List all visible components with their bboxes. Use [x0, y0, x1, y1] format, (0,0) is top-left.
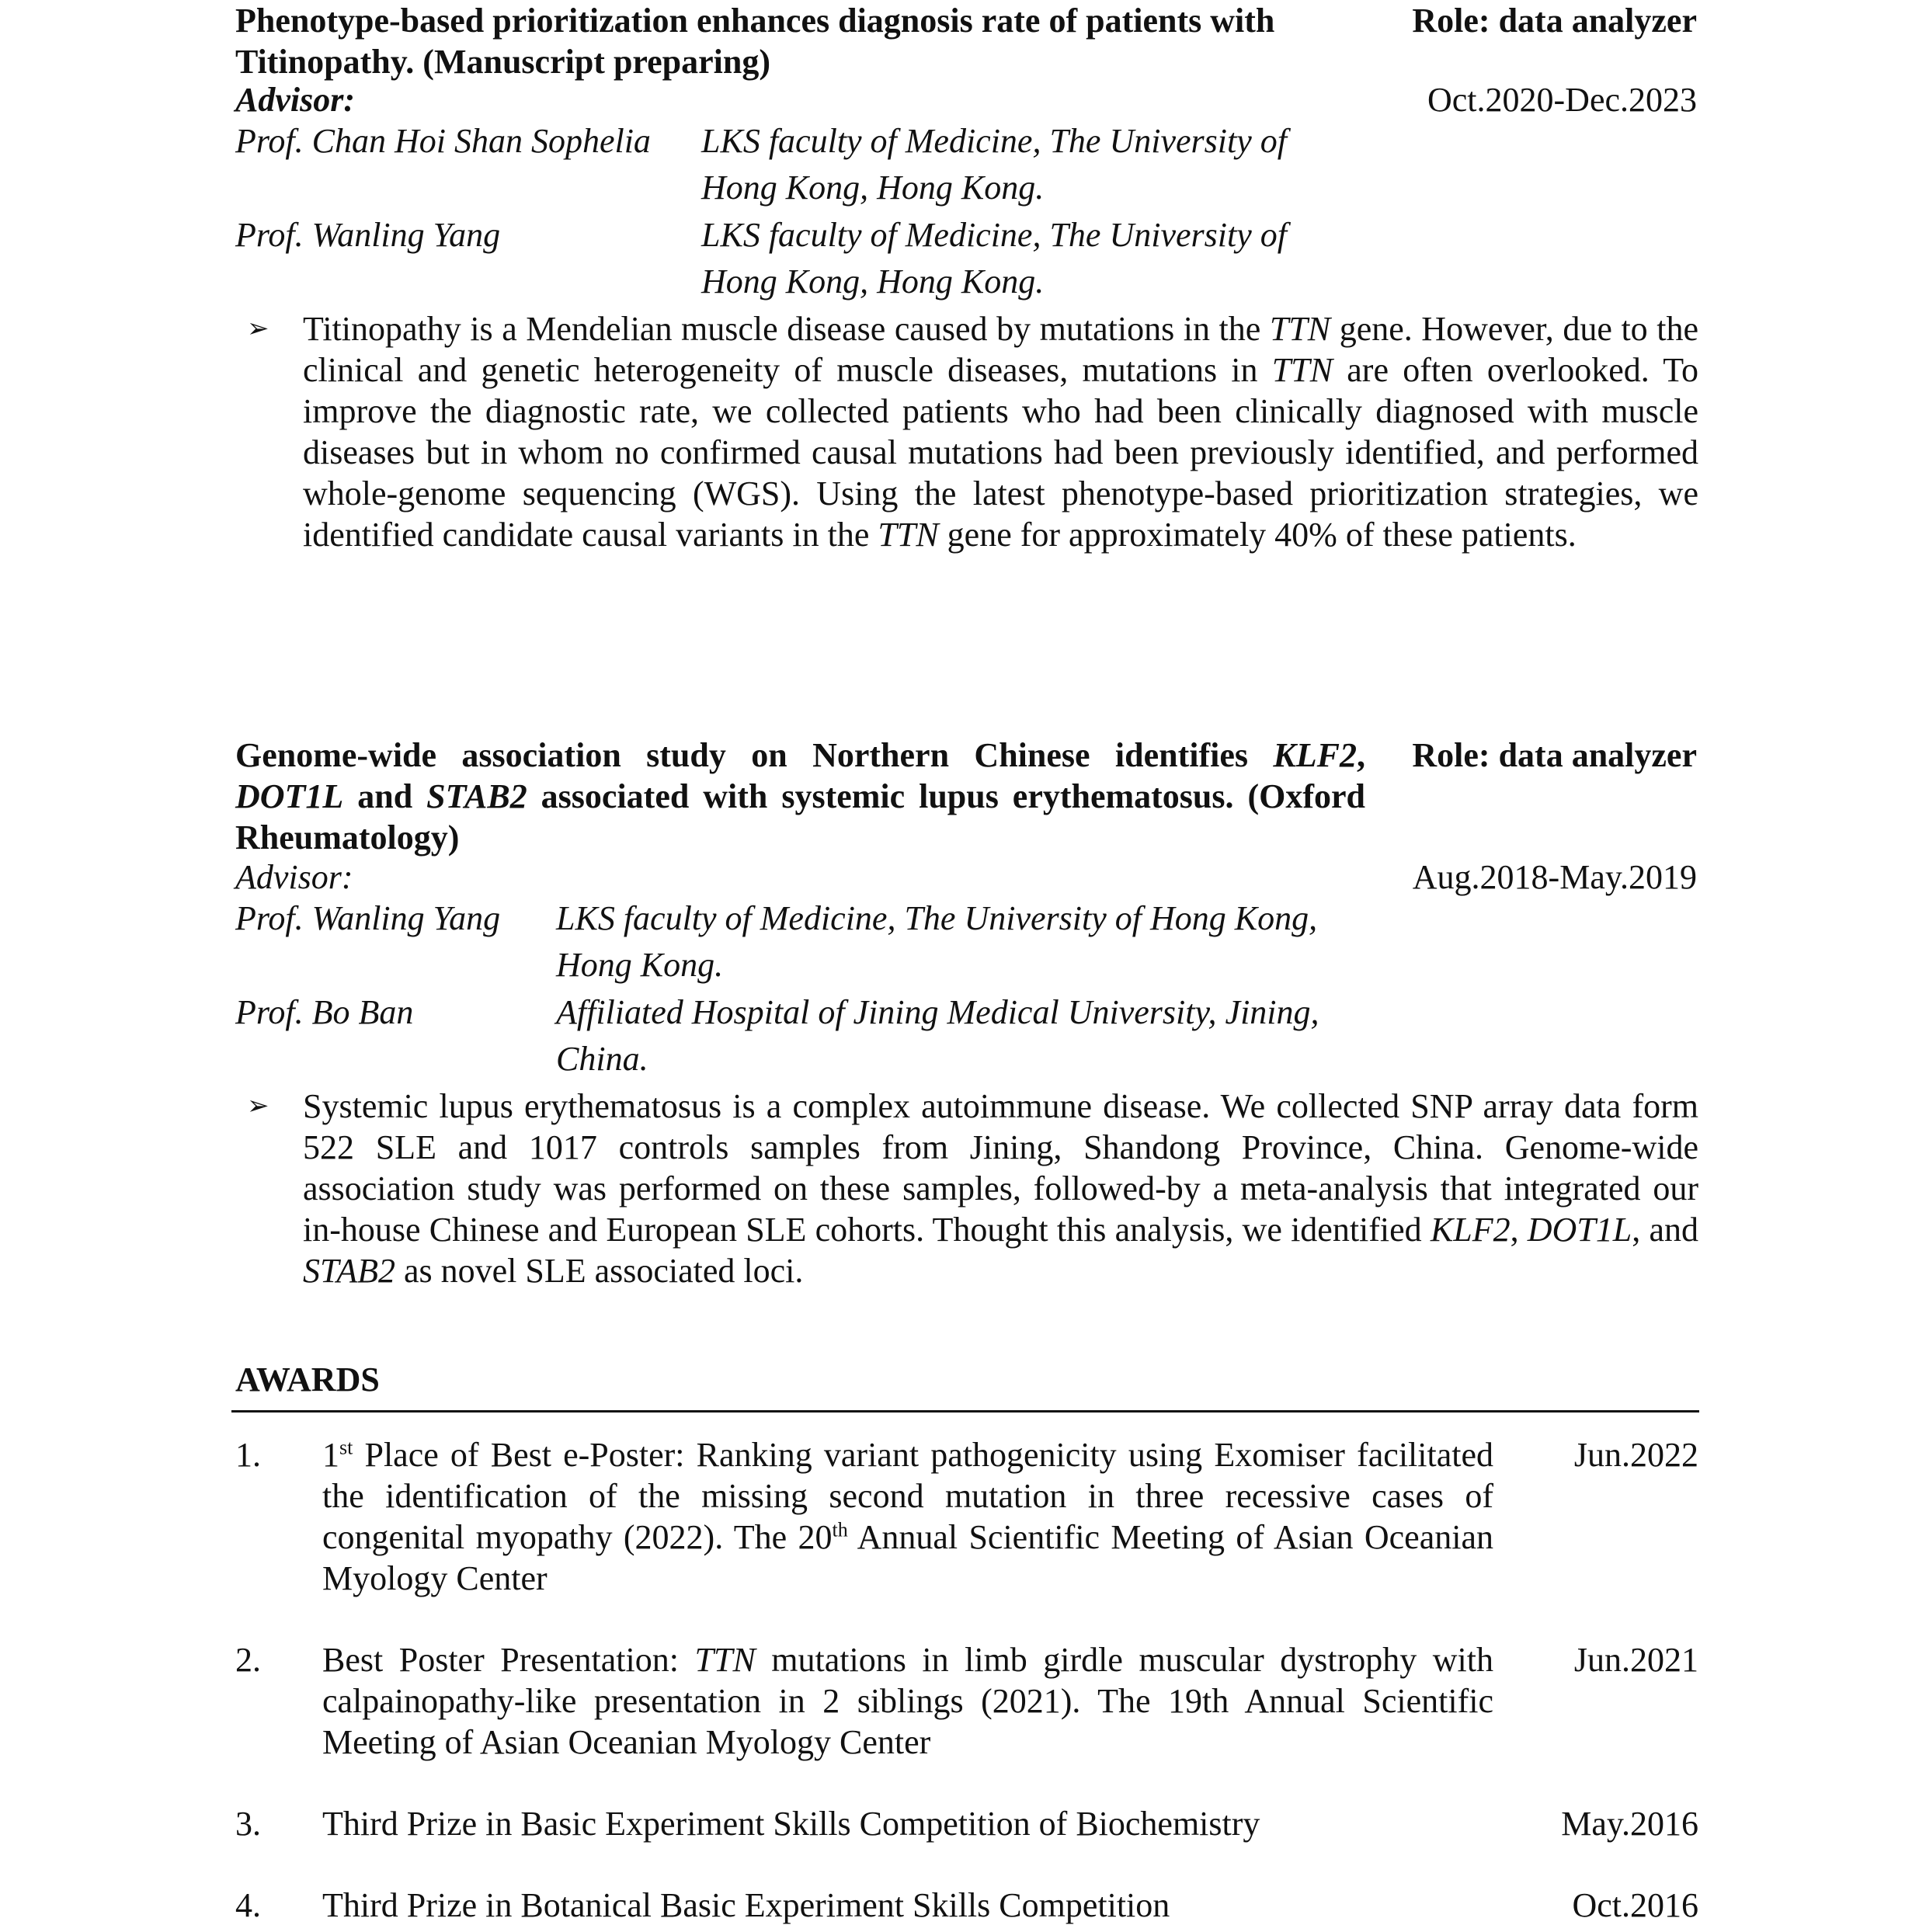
- award-number: 4.: [235, 1886, 261, 1924]
- section-divider: [231, 1410, 1699, 1413]
- project1-advisor-affiliation: LKS faculty of Medicine, The University of: [701, 216, 1287, 254]
- project1-advisor-name: Prof. Chan Hoi Shan Sophelia: [235, 122, 651, 160]
- award-description: 1st Place of Best e-Poster: Ranking variant pathogenicity using Exomiser facilitated the identification of the missing second mutation in three recessive cases of congenital myopathy (2022). The 20th Annual Scientific Meeting of Asian Oceanian Myology Center: [322, 1436, 1493, 1597]
- award-date: May.2016: [1561, 1805, 1698, 1843]
- bullet-arrow-icon: ➢: [247, 313, 269, 344]
- award-description: Best Poster Presentation: TTN mutations in limb girdle muscular dystrophy with calpainopathy-like presentation in 2 siblings (2021). The 19th Annual Scientific Meeting of Asian Oceanian Myology Center: [322, 1641, 1493, 1761]
- project2-date: Aug.2018-May.2019: [1412, 858, 1697, 896]
- project2-role: Role: data analyzer: [1412, 736, 1697, 774]
- project1-title-line2: Titinopathy. (Manuscript preparing): [235, 43, 771, 81]
- project1-description: Titinopathy is a Mendelian muscle disease caused by mutations in the TTN gene. However, due to the clinical and genetic heterogeneity of muscle diseases, mutations in TTN are often overlooked. To improve the diagnostic rate, we collected patients who had been clinically diagnosed with muscle diseases but in whom no confirmed causal mutations had been previously identified, and performed whole-genome sequencing (WGS). Using the latest phenotype-based prioritization strategies, we identified candidate causal variants in the TTN gene for approximately 40% of these patients.: [303, 310, 1698, 554]
- award-description: Third Prize in Botanical Basic Experiment Skills Competition: [322, 1886, 1170, 1924]
- award-description: Third Prize in Basic Experiment Skills Competition of Biochemistry: [322, 1805, 1260, 1843]
- award-number: 2.: [235, 1641, 261, 1679]
- project1-advisor-affiliation: Hong Kong, Hong Kong.: [701, 262, 1045, 301]
- awards-heading: AWARDS: [235, 1360, 380, 1399]
- award-number: 1.: [235, 1436, 261, 1474]
- project2-advisor-name: Prof. Bo Ban: [235, 993, 414, 1031]
- project1-advisor-label: Advisor:: [235, 81, 355, 119]
- project2-advisor-label: Advisor:: [235, 858, 353, 896]
- project2-advisor-affiliation: China.: [556, 1040, 648, 1078]
- project2-advisor-affiliation: Affiliated Hospital of Jining Medical University, Jining,: [556, 993, 1319, 1031]
- project2-description: Systemic lupus erythematosus is a complex autoimmune disease. We collected SNP array data form 522 SLE and 1017 controls samples from Jining, Shandong Province, China. Genome-wide association study was performed on these samples, followed-by a meta-analysis that integrated our in-house Chinese and European SLE cohorts. Thought this analysis, we identified KLF2, DOT1L, and STAB2 as novel SLE associated loci.: [303, 1087, 1699, 1290]
- project2-advisor-name: Prof. Wanling Yang: [235, 899, 501, 937]
- project1-advisor-affiliation: LKS faculty of Medicine, The University of: [701, 122, 1287, 160]
- project1-advisor-affiliation: Hong Kong, Hong Kong.: [701, 169, 1045, 207]
- bullet-arrow-icon: ➢: [247, 1090, 269, 1121]
- award-date: Jun.2021: [1573, 1641, 1698, 1679]
- project2-advisor-affiliation: LKS faculty of Medicine, The University of Hong Kong,: [556, 899, 1318, 937]
- project2-title: Genome-wide association study on Northern Chinese identifies KLF2, DOT1L and STAB2 associated with systemic lupus erythematosus. (Oxford Rheumatology): [235, 736, 1365, 857]
- project1-advisor-name: Prof. Wanling Yang: [235, 216, 501, 254]
- award-date: Oct.2016: [1572, 1886, 1698, 1924]
- project2-advisor-affiliation: Hong Kong.: [556, 946, 724, 984]
- project1-date: Oct.2020-Dec.2023: [1427, 81, 1697, 119]
- project1-title-line1: Phenotype-based prioritization enhances diagnosis rate of patients with: [235, 2, 1275, 40]
- project1-role: Role: data analyzer: [1412, 2, 1697, 40]
- award-date: Jun.2022: [1573, 1436, 1698, 1474]
- award-number: 3.: [235, 1805, 261, 1843]
